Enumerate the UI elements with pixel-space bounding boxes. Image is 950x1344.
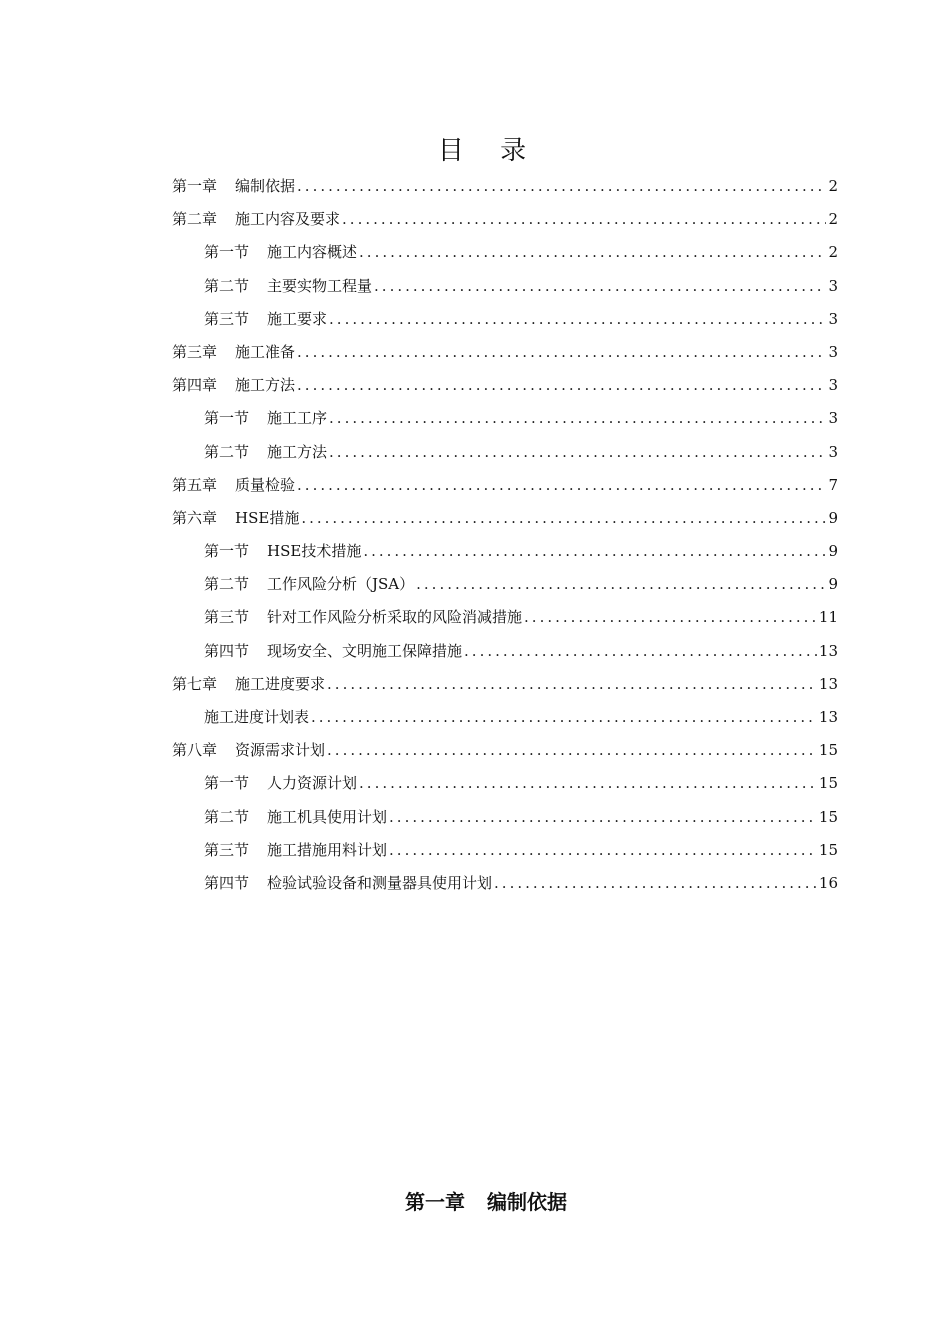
toc-page-number: 15 <box>818 774 838 793</box>
toc-dot-leader <box>464 635 817 668</box>
toc-section-entry[interactable] <box>172 767 838 800</box>
toc-entry-title: 施工机具使用计划 <box>267 807 388 826</box>
toc-page-number: 2 <box>828 243 838 262</box>
toc-entry-title: 施工进度要求 <box>235 674 326 693</box>
toc-section-entry[interactable] <box>172 402 838 435</box>
toc-page-number: 7 <box>828 475 838 494</box>
chapter-heading <box>0 1186 950 1215</box>
toc-dot-leader <box>327 668 817 701</box>
toc-dot-leader <box>297 170 826 203</box>
chapter-number: 第一章 <box>405 1190 465 1214</box>
toc-entry-number: 第二节 <box>204 575 250 594</box>
toc-entry-title: 施工工序 <box>267 409 328 428</box>
toc-entry-number: 第三节 <box>204 309 250 328</box>
toc-page-number: 9 <box>828 508 838 527</box>
toc-section-entry[interactable] <box>172 535 838 568</box>
toc-page-number: 9 <box>828 542 838 561</box>
toc-dot-leader <box>327 734 817 767</box>
toc-entry-title: 编制依据 <box>235 177 296 195</box>
toc-entry-title: 资源需求计划 <box>235 741 326 760</box>
toc-dot-leader <box>359 767 817 800</box>
toc-page-number: 15 <box>818 741 838 760</box>
toc-entry-number: 第四章 <box>172 376 218 395</box>
toc-section-entry[interactable] <box>172 303 838 336</box>
toc-entry-title: 针对工作风险分析采取的风险消减措施 <box>267 608 523 627</box>
toc-entry-title: HSE措施 <box>235 508 300 527</box>
toc-section-entry[interactable] <box>172 270 838 303</box>
toc-entry-number: 第二节 <box>204 807 250 826</box>
toc-entry-number: 第三节 <box>204 608 250 627</box>
toc-entry-number: 第五章 <box>172 475 218 494</box>
toc-page-number: 3 <box>828 442 838 461</box>
toc-dot-leader <box>342 203 826 236</box>
toc-section-entry[interactable] <box>172 867 838 900</box>
toc-entry-number: 第二节 <box>204 442 250 461</box>
toc-dot-leader <box>297 369 826 402</box>
toc-entry-number: 第一节 <box>204 542 250 561</box>
toc-entry-title: 施工内容及要求 <box>235 210 341 229</box>
toc-page-number: 3 <box>828 276 838 295</box>
toc-section-entry[interactable] <box>172 601 838 634</box>
toc-chapter-entry[interactable] <box>172 734 838 767</box>
toc-entry-number: 第一节 <box>204 774 250 793</box>
toc-dot-leader <box>416 568 826 601</box>
toc-entry-title: 人力资源计划 <box>267 774 358 793</box>
toc-dot-leader <box>359 236 826 269</box>
toc-entry-title: 工作风险分析（JSA） <box>267 575 415 594</box>
toc-page-number: 3 <box>828 376 838 395</box>
toc-entry-number: 第二节 <box>204 276 250 295</box>
toc-chapter-entry[interactable] <box>172 336 838 369</box>
toc-entry-number: 第一节 <box>204 243 250 262</box>
toc-chapter-entry[interactable] <box>172 369 838 402</box>
toc-dot-leader <box>494 867 817 900</box>
toc-page-number: 9 <box>828 575 838 594</box>
toc-page-number: 13 <box>818 674 838 693</box>
toc-chapter-entry[interactable] <box>172 170 838 203</box>
toc-entry-title: 施工方法 <box>235 376 296 395</box>
toc-page-number: 16 <box>818 873 838 892</box>
toc-entry-number: 第二章 <box>172 210 218 229</box>
toc-chapter-entry[interactable] <box>172 469 838 502</box>
toc-entry-title: 质量检验 <box>235 475 296 494</box>
toc-section-entry[interactable] <box>172 436 838 469</box>
toc-entry-number: 第六章 <box>172 508 218 527</box>
toc-entry-title: 施工进度计划表 <box>204 708 310 726</box>
toc-entry-number: 第四节 <box>204 873 250 892</box>
toc-page-number: 15 <box>818 840 838 859</box>
toc-entry-number: 第三节 <box>204 840 250 859</box>
toc-section-entry[interactable] <box>172 701 838 734</box>
toc-dot-leader <box>311 701 817 734</box>
toc-page-number: 3 <box>828 309 838 328</box>
toc-page-number: 2 <box>828 210 838 229</box>
toc-entry-number: 第七章 <box>172 674 218 693</box>
toc-entry-title: 施工准备 <box>235 342 296 361</box>
toc-section-entry[interactable] <box>172 236 838 269</box>
toc-section-entry[interactable] <box>172 801 838 834</box>
toc-entry-number: 第四节 <box>204 641 250 660</box>
toc-dot-leader <box>301 502 826 535</box>
toc-entry-title: 施工措施用料计划 <box>267 840 388 859</box>
toc-entry-number: 第一节 <box>204 409 250 428</box>
toc-dot-leader <box>524 601 817 634</box>
toc-section-entry[interactable] <box>172 568 838 601</box>
toc-page-number: 13 <box>818 641 838 660</box>
toc-dot-leader <box>329 436 826 469</box>
toc-section-entry[interactable] <box>172 635 838 668</box>
toc-title: 目 录 <box>437 136 541 166</box>
toc-entry-title: 现场安全、文明施工保障措施 <box>267 641 463 660</box>
toc-entry-title: 主要实物工程量 <box>267 276 373 295</box>
toc-chapter-entry[interactable] <box>172 203 838 236</box>
toc-page-number: 13 <box>818 708 838 726</box>
toc-page-number: 15 <box>818 807 838 826</box>
table-of-contents <box>172 170 838 900</box>
toc-page-number: 11 <box>818 608 838 627</box>
toc-entry-title: 施工内容概述 <box>267 243 358 262</box>
toc-entry-title: 施工方法 <box>267 442 328 461</box>
toc-dot-leader <box>374 270 826 303</box>
toc-dot-leader <box>363 535 826 568</box>
toc-page-number: 3 <box>828 342 838 361</box>
toc-section-entry[interactable] <box>172 834 838 867</box>
toc-entry-number: 第八章 <box>172 741 218 760</box>
toc-page-number: 3 <box>828 409 838 428</box>
toc-entry-title: 检验试验设备和测量器具使用计划 <box>267 873 493 892</box>
toc-chapter-entry[interactable] <box>172 668 838 701</box>
toc-entry-number: 第三章 <box>172 342 218 361</box>
chapter-title: 编制依据 <box>487 1190 567 1214</box>
toc-dot-leader <box>297 336 826 369</box>
toc-chapter-entry[interactable] <box>172 502 838 535</box>
toc-dot-leader <box>389 834 817 867</box>
toc-dot-leader <box>297 469 826 502</box>
toc-dot-leader <box>389 801 817 834</box>
toc-entry-number: 第一章 <box>172 177 218 195</box>
toc-entry-title: HSE技术措施 <box>267 542 362 561</box>
toc-page-number: 2 <box>828 177 838 195</box>
toc-dot-leader <box>329 303 826 336</box>
toc-dot-leader <box>329 402 826 435</box>
toc-entry-title: 施工要求 <box>267 309 328 328</box>
